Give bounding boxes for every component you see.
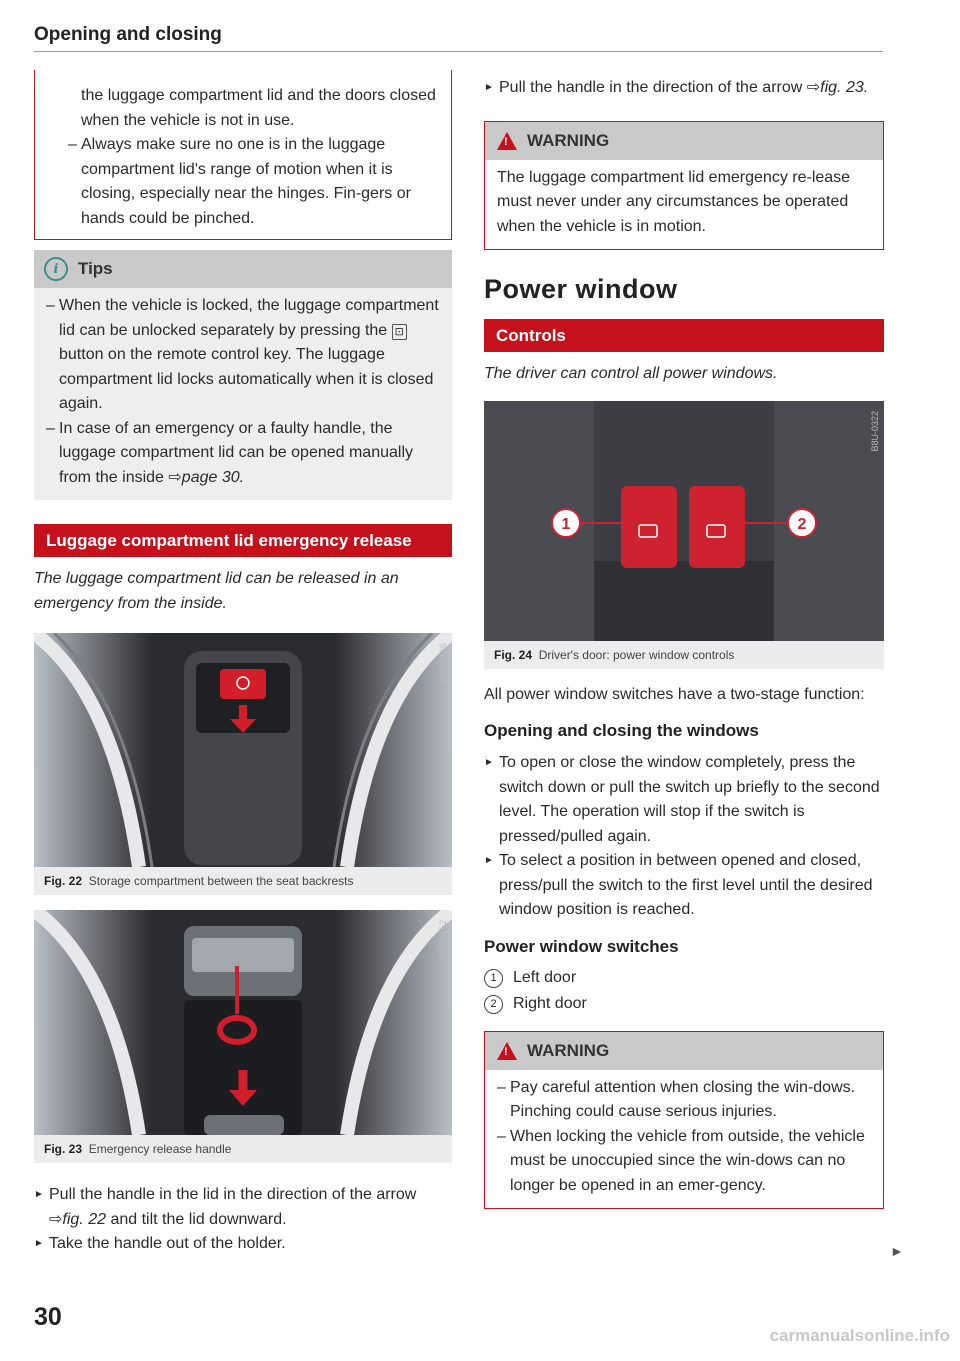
figure-23-image <box>34 910 452 1135</box>
tip-item-1-post: button on the remote control key. The luggage compartment lid locks automatically when it is closed again. <box>59 346 434 412</box>
warning-2-header <box>485 1032 883 1070</box>
emergency-release-illustration <box>34 910 452 1135</box>
release-step-2: ► Take the handle out of the holder. <box>34 1232 452 1257</box>
release-step-3 <box>484 76 884 101</box>
warning-2-title: WARNING <box>527 1040 610 1060</box>
warning-box-2 <box>484 1031 884 1210</box>
tip-item-1 <box>46 294 440 417</box>
figure-23-code: 8FV-0152 <box>438 920 448 960</box>
header-rule <box>34 51 883 52</box>
page-number: 30 <box>34 1303 62 1331</box>
number-2-icon: 2 <box>484 995 503 1014</box>
release-step-1 <box>34 1183 452 1232</box>
page-header-title: Opening and closing <box>34 24 222 45</box>
open-close-steps <box>484 751 884 923</box>
storage-compartment-illustration <box>34 633 452 867</box>
key-button-icon: ⊡ <box>392 324 407 340</box>
number-1-icon: 1 <box>484 969 503 988</box>
power-window-heading: Power window <box>484 274 678 304</box>
switch-item-right-label: Right door <box>513 994 587 1012</box>
tips-list <box>46 294 440 490</box>
tips-header <box>34 250 452 288</box>
figure-23-caption <box>34 1135 452 1163</box>
section-intro: The luggage compartment lid can be released in an emergency from the inside. <box>34 570 399 612</box>
warning-2-item-2: – When locking the vehicle from outside, the vehicle must be unoccupied since the win-dows can no longer be opened in an emer-gency. <box>497 1125 871 1199</box>
warning-box-1 <box>484 121 884 251</box>
warning-1-title: WARNING <box>527 130 610 150</box>
release-step-3-pre: Pull the handle in the direction of the arrow <box>499 79 807 96</box>
figure-24-code: B8U-0322 <box>870 410 880 452</box>
release-step-1-pre: Pull the handle in the lid in the direction of the arrow <box>49 1186 417 1203</box>
continue-arrow-icon: ► <box>890 1243 904 1259</box>
figure-24-image <box>484 401 884 641</box>
warning-item: – Always make sure no one is in the luggage compartment lid's range of motion when it is closing, especially near the hinges. Fin-gers or hands could be pinched. <box>68 133 437 231</box>
figure-23-label: Fig. 23 <box>44 1142 83 1156</box>
release-step-1-post: and tilt the lid downward. <box>106 1210 287 1228</box>
open-close-heading: Opening and closing the windows <box>484 721 759 740</box>
right-column <box>484 70 884 1209</box>
tip-item-2 <box>46 417 440 491</box>
switch-intro: All power window switches have a two-stage function: <box>484 685 865 703</box>
figure-22-caption <box>34 867 452 895</box>
warning-2-item-1: – Pay careful attention when closing the win-dows. Pinching could cause serious injuries. <box>497 1076 871 1125</box>
fig24-number-1: 1 <box>561 515 571 533</box>
open-close-step-1: ► To open or close the window completely, press the switch down or pull the switch up briefly to the second level. The operation will stop if the switch is pressed/pulled again. <box>484 751 884 849</box>
switch-item-left-label: Left door <box>513 968 577 986</box>
warning-2-list <box>497 1076 871 1199</box>
controls-intro: The driver can control all power windows. <box>484 365 778 382</box>
figure-23 <box>34 910 452 1163</box>
warning-continuation-box <box>34 70 452 240</box>
watermark: carmanualsonline.info <box>769 1326 950 1345</box>
figure-23-caption-text: Emergency release handle <box>88 1142 232 1156</box>
section-heading: Luggage compartment lid emergency release <box>34 524 452 557</box>
tip-item-1-pre: When the vehicle is locked, the luggage compartment lid can be unlocked separately by pressing the <box>59 297 439 339</box>
tips-body <box>34 288 452 500</box>
tips-box <box>34 250 452 500</box>
warning-continuation-text: the luggage compartment lid and the doors closed when the vehicle is not in use. <box>81 87 436 129</box>
controls-heading: Controls <box>484 319 884 352</box>
window-controls-illustration <box>484 401 884 641</box>
tips-title: Tips <box>78 259 113 278</box>
info-icon: i <box>44 257 68 281</box>
open-close-step-2: ► To select a position in between opened and closed, press/pull the switch to the first level until the desired window position is reached. <box>484 849 884 923</box>
figure-22-label: Fig. 22 <box>44 874 83 888</box>
switch-item-right <box>484 991 884 1017</box>
figure-22 <box>34 633 452 895</box>
figure-22-image <box>34 633 452 867</box>
release-step-3-ref[interactable]: ⇨fig. 23. <box>806 79 869 96</box>
warning-1-text: The luggage compartment lid emergency re-lease must never under any circumstances be operated when the vehicle is in motion. <box>497 168 851 235</box>
figure-22-code: 8FV-0136 <box>438 643 448 683</box>
switch-item-left <box>484 965 884 991</box>
fig24-number-2: 2 <box>797 515 807 533</box>
figure-22-caption-text: Storage compartment between the seat backrests <box>88 874 354 888</box>
left-column <box>34 70 452 1257</box>
warning-triangle-icon: ! <box>497 132 517 150</box>
switches-heading: Power window switches <box>484 936 679 956</box>
warning-1-header <box>485 122 883 160</box>
warning-2-body <box>485 1070 883 1209</box>
release-steps <box>34 1183 452 1257</box>
figure-24-label: Fig. 24 <box>494 647 533 662</box>
tip-item-2-pre: In case of an emergency or a faulty handle, the luggage compartment lid can be opened manually from the inside <box>59 419 414 486</box>
switches-list <box>484 965 884 1017</box>
tip-item-2-ref[interactable]: ⇨page 30. <box>168 468 245 486</box>
release-step-1-ref[interactable]: ⇨fig. 22 <box>49 1210 106 1228</box>
figure-24 <box>484 401 884 669</box>
warning-triangle-icon: ! <box>497 1042 517 1060</box>
warning-continuation-list <box>49 133 437 231</box>
figure-24-caption <box>484 641 884 669</box>
figure-24-caption-text: Driver's door: power window controls <box>538 647 735 662</box>
